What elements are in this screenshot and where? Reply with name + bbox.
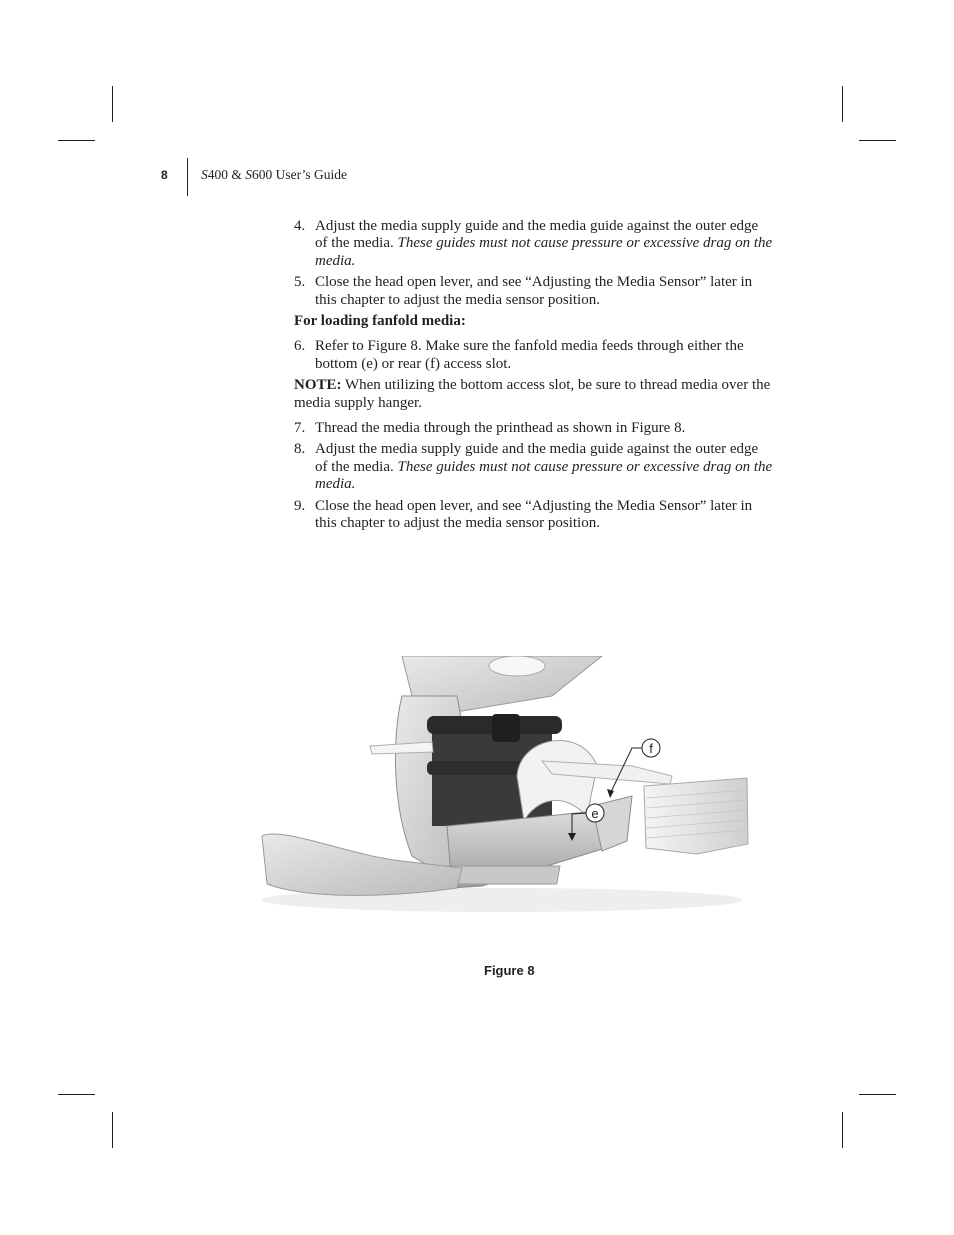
crop-mark (58, 140, 95, 141)
step-number: 5. (294, 274, 306, 291)
note-paragraph (294, 377, 774, 412)
step-text-plain: Adjust the media supply guide and the media guide against the outer edge of the media. (315, 218, 759, 252)
step-text-italic: These guides must not cause pressure or excessive drag on the media. (315, 235, 773, 269)
step-number: 6. (294, 338, 306, 355)
fanfold-stack (644, 778, 748, 854)
crop-mark (112, 1112, 113, 1148)
media-web (370, 742, 433, 754)
callout-f-arrowhead (607, 789, 614, 798)
step-text: Refer to Figure 8. Make sure the fanfold media feeds through either the bottom (e) or rear (f) access slot. (315, 338, 744, 372)
header-title-text: 600 User’s Guide (252, 167, 348, 182)
printer-figure (252, 656, 768, 916)
callout-f-label: f (649, 741, 653, 756)
step-item (294, 498, 774, 533)
step-text (315, 218, 774, 270)
header-model-text: 400 & (207, 167, 246, 182)
note-text: When utilizing the bottom access slot, be sure to thread media over the media supply hanger. (294, 377, 771, 411)
step-text (315, 441, 774, 493)
step-item (294, 338, 774, 373)
header-model-letter: S (245, 167, 253, 182)
crop-mark (842, 1112, 843, 1148)
step-item (294, 274, 774, 309)
step-text: Close the head open lever, and see “Adjusting the Media Sensor” later in this chapter to adjust the media sensor position. (315, 497, 753, 532)
crop-mark (859, 1094, 896, 1095)
crop-mark (842, 86, 843, 122)
step-text: Close the head open lever, and see “Adjusting the Media Sensor” later in this chapter to adjust the media sensor position. (315, 274, 753, 308)
note-label: NOTE: (294, 377, 342, 394)
figure-caption: Figure 8 (484, 963, 535, 978)
step-item (294, 441, 774, 493)
callout-e-label: e (591, 806, 599, 821)
step-number: 4. (294, 218, 306, 234)
step-number: 8. (294, 441, 306, 458)
step-item (294, 218, 774, 270)
cover-dome (489, 656, 545, 676)
header-model-letter: S (201, 167, 208, 182)
running-header (201, 167, 347, 183)
page-number: 8 (161, 168, 168, 182)
fanfold-heading: For loading fanfold media: (294, 313, 466, 330)
header-rule (187, 158, 188, 196)
step-item (294, 420, 774, 437)
step-number: 9. (294, 497, 306, 514)
step-text-italic: These guides must not cause pressure or excessive drag on the media. (315, 458, 773, 493)
body-text (294, 218, 774, 533)
spindle-hub (492, 714, 520, 742)
media-roll (517, 741, 597, 821)
crop-mark (859, 140, 896, 141)
step-number: 7. (294, 420, 306, 437)
crop-mark (112, 86, 113, 122)
step-text-plain: Adjust the media supply guide and the media guide against the outer edge of the media. (315, 441, 759, 475)
crop-mark (58, 1094, 95, 1095)
step-text: Thread the media through the printhead as shown in Figure 8. (315, 420, 686, 437)
